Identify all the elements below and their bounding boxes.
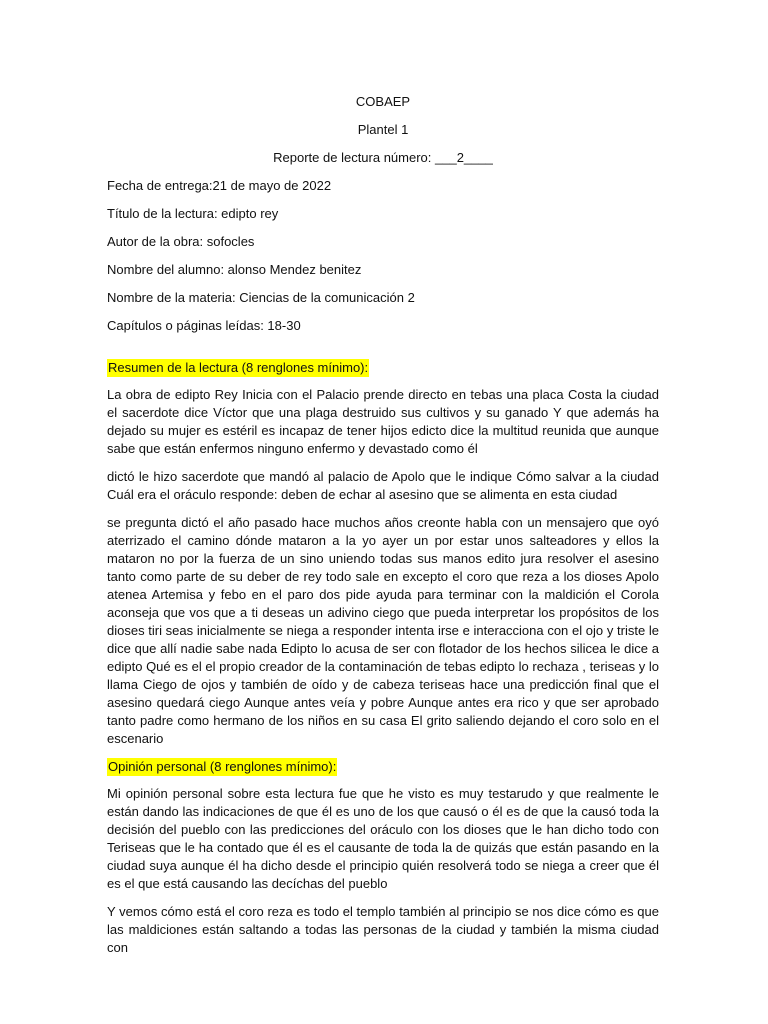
work-author: Autor de la obra: sofocles [107,234,255,249]
summary-title: Resumen de la lectura (8 renglones mínimo): [108,360,369,375]
delivery-date: Fecha de entrega:21 de mayo de 2022 [107,178,332,193]
summary-paragraph: se pregunta dictó el año pasado hace muchos años creonte habla con un mensajero que oyó aterrizado el camino dónde mataron a la yo ayer un por estar unos salteadores y ellos la mataron no por la fuerza de un sino uniendo todas sus manos edito jura resolver el asesino tanto como parte de su deber de rey todo sale en excepto el coro que reza a los dioses Apolo atenea Artemisa y febo en el paro dos pide ayuda para terminar con la maldición el Corola aconseja que vos que a ti deseas un adivino ciego que pueda interpretar los propósitos de los dioses tiri seas inicialmente se niega a responder intenta irse e interacciona con el ojo y triste le dice que allí nadie sabe nada Edipto lo acusa de ser con flotador de los hechos silicea le dice a edipto Qué es el el propio creador de la contaminación de tebas edipto lo rechaza , teriseas y lo llama Ciego de ojos y también de oído y de cabeza teriseas hace una predicción final que el asesino quedará ciego Aunque antes veía y pobre Aunque antes era rico y que ser aprobado tanto padre como hermano de los niños en su casa El grito saliendo dejando el coro solo en el escenario [107,515,659,746]
document-content [107,93,659,967]
subject-name: Nombre de la materia: Ciencias de la comunicación 2 [107,290,415,305]
report-number: Reporte de lectura número: ___2____ [273,150,493,165]
opinion-paragraph: Mi opinión personal sobre esta lectura fue que he visto es muy testarudo y que realmente le están dando las indicaciones de que él es uno de los que causó o él es de que la causó toda la decisión del pueblo con las predicciones del oráculo con los dioses que le han dicho todo con Teriseas que le ha contado que él es el causante de toda la de quizás que están pasando en la ciudad suya aunque él ha dicho desde el principio quién resolverá todo se niega a creer que él es el que está causando las decíchas del pueblo [107,786,659,891]
opinion-paragraph: Y vemos cómo está el coro reza es todo el templo también al principio se nos dice cómo es que las maldiciones están saltando a todas las personas de la ciudad y también la misma ciudad con [107,904,659,955]
school-name: COBAEP [355,94,411,109]
summary-paragraph: La obra de edipto Rey Inicia con el Palacio prende directo en tebas una placa Costa la ciudad el sacerdote dice Víctor que una plaga destruido sus cultivos y su ganado Y que además ha dejado su mujer es estéril es incapaz de tener hijos edicto dice la multitud reunida que aunque sabe que están enfermos ninguno enfermo y devastado como él [107,387,659,456]
campus-name: Plantel 1 [357,122,409,137]
chapters-read: Capítulos o páginas leídas: 18-30 [107,318,301,333]
summary-section [107,359,659,748]
student-name: Nombre del alumno: alonso Mendez benitez [107,262,362,277]
summary-paragraph: dictó le hizo sacerdote que mandó al palacio de Apolo que le indique Cómo salvar a la ciudad Cuál era el oráculo responde: deben de echar al asesino que se alimenta en esta ciudad [107,469,659,502]
reading-title: Título de la lectura: edipto rey [107,206,279,221]
section-spacer [107,345,659,359]
opinion-section [107,758,659,957]
opinion-title: Opinión personal (8 renglones mínimo): [108,759,337,774]
